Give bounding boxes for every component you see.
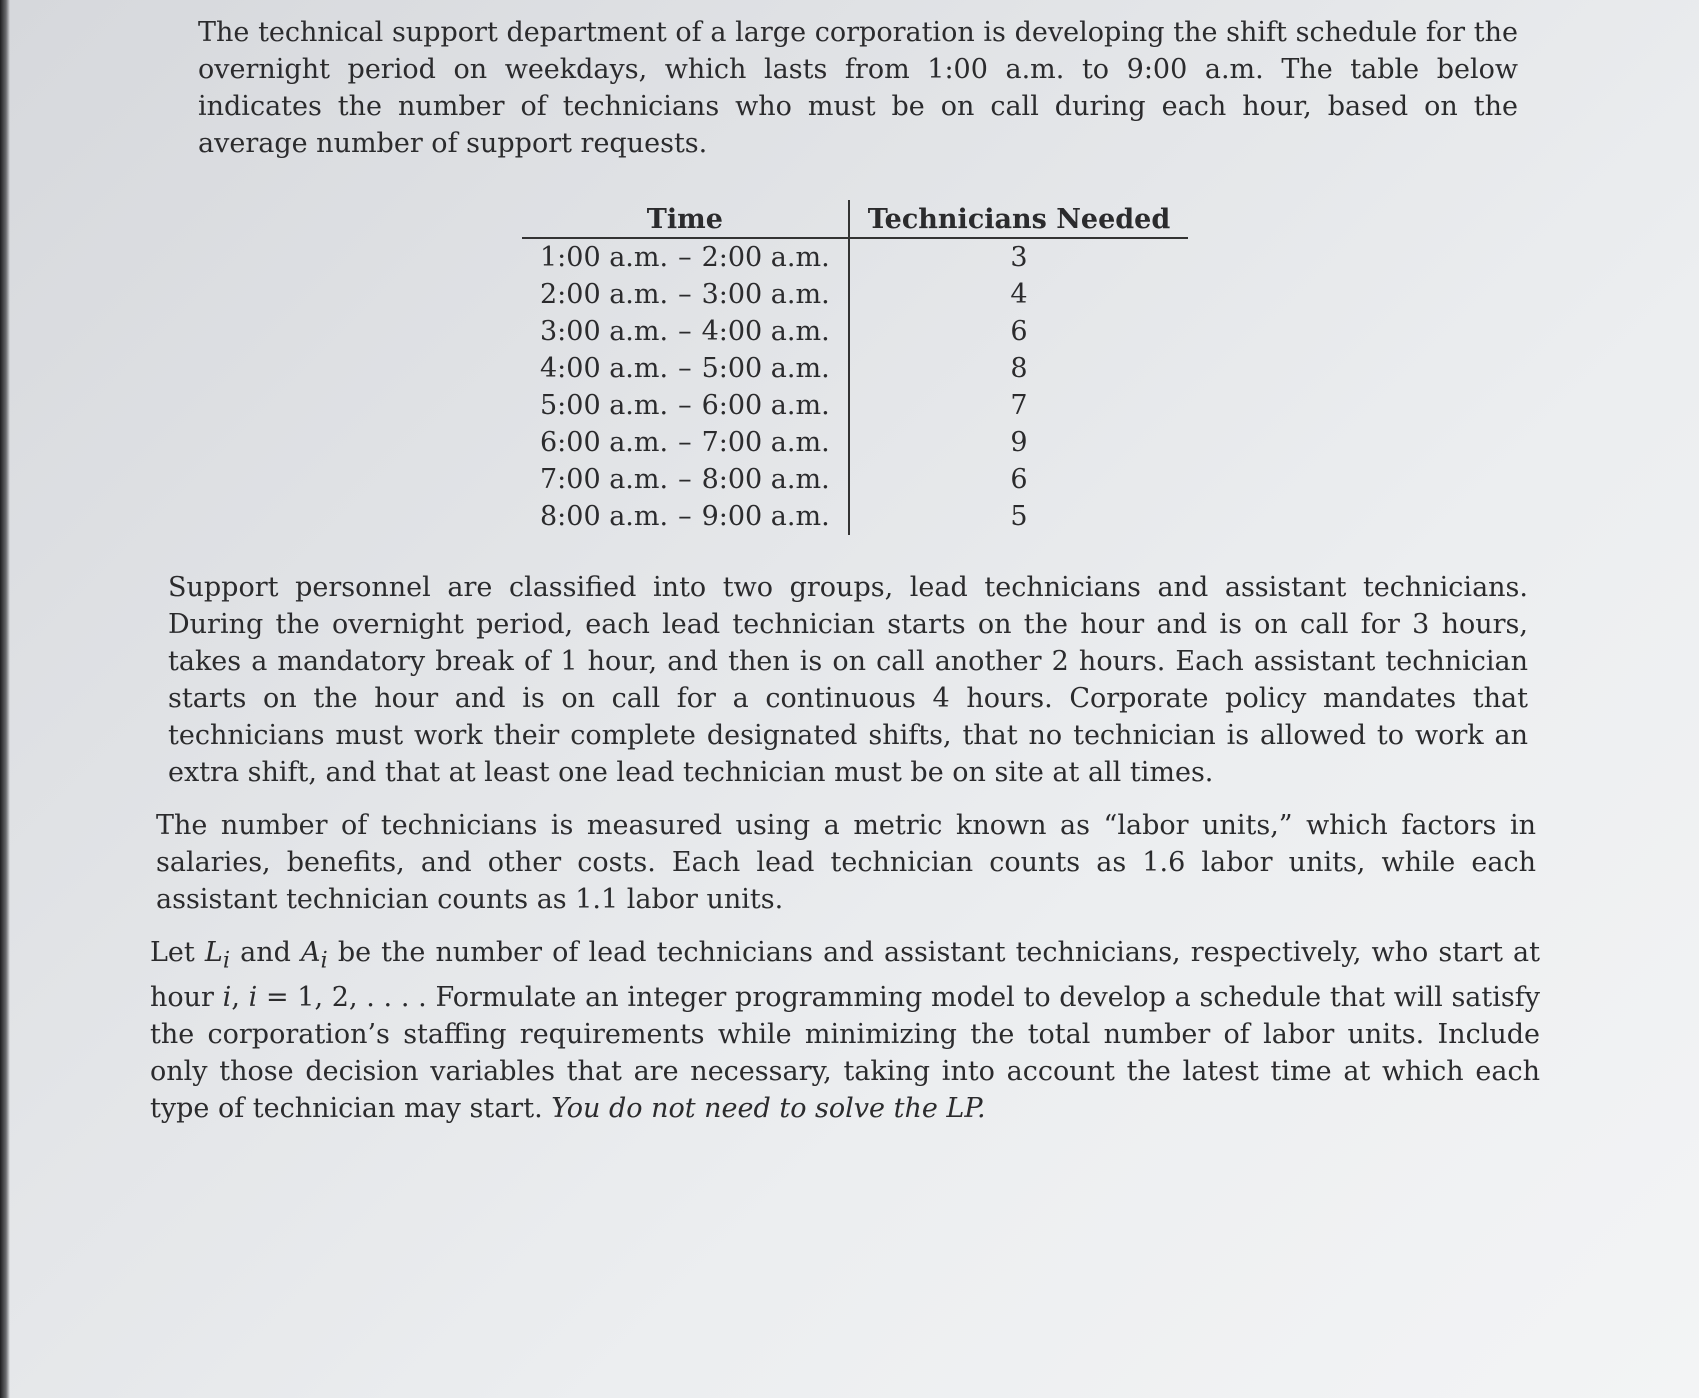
time-end: 6:00 a.m. (701, 389, 830, 421)
labor-units-paragraph: The number of technicians is measured using a metric known as “labor units,” which factors in salaries, benefits, and other costs. Each lead technician counts as 1.6 labor units, while each assistant technician counts as 1.1 labor units. (156, 810, 1536, 915)
technicians-table (522, 200, 1188, 535)
technicians-needed-column-header: Technicians Needed (849, 200, 1189, 238)
subscript-i: i (320, 947, 328, 974)
technicians-needed-cell: 9 (1010, 426, 1028, 458)
table-row (522, 461, 1188, 498)
technicians-needed-cell: 4 (1010, 278, 1028, 310)
time-cell (522, 498, 849, 535)
table-header-row (522, 200, 1188, 238)
time-start: 7:00 a.m. (540, 463, 669, 495)
time-range-dash: – (678, 500, 692, 532)
variable-L: L (204, 937, 223, 968)
time-cell (522, 313, 849, 350)
table-row (522, 424, 1188, 461)
table-row (522, 498, 1188, 535)
time-range-dash: – (678, 278, 692, 310)
table-body (522, 238, 1188, 535)
page-edge-shadow (0, 0, 10, 1398)
time-start: 3:00 a.m. (540, 315, 669, 347)
time-range-dash: – (678, 315, 692, 347)
time-range-dash: – (678, 352, 692, 384)
technicians-needed-cell: 6 (1010, 463, 1028, 495)
technicians-needed-cell: 7 (1010, 389, 1028, 421)
time-start: 4:00 a.m. (540, 352, 669, 384)
variable-i: i (222, 982, 232, 1014)
time-cell (522, 238, 849, 276)
table-row (522, 387, 1188, 424)
technicians-needed-cell: 8 (1010, 352, 1028, 384)
variable-i: i (248, 982, 258, 1014)
time-range-dash: – (678, 389, 692, 421)
variable-A: A (301, 937, 321, 968)
time-range-dash: – (678, 426, 692, 458)
document-body (150, 14, 1540, 1127)
time-column-header: Time (522, 200, 849, 238)
table-row (522, 238, 1188, 276)
table-row (522, 313, 1188, 350)
time-start: 1:00 a.m. (540, 241, 669, 273)
time-cell (522, 276, 849, 313)
technicians-table-wrapper (522, 200, 1540, 535)
index-range: = 1, 2, . . . . (265, 982, 427, 1014)
technicians-needed-cell: 6 (1010, 315, 1028, 347)
formulation-paragraph: Let $L_i$ and $A_i$ be the number of lead technicians and assistant technicians, respectively, who start at hour i, i = 1, 2, . . . . Formulate an integer programming model to develop a schedule that will satisfy the corporation’s staffing requirements while minimizing the total number of labor units. Include only those decision variables that are necessary, taking into account the latest time at which each type of technician may start. You do not need to solve the LP. (150, 937, 1540, 1125)
time-end: 8:00 a.m. (701, 463, 830, 495)
time-start: 6:00 a.m. (540, 426, 669, 458)
subscript-i: i (222, 947, 231, 974)
table-row (522, 276, 1188, 313)
time-end: 2:00 a.m. (701, 241, 830, 273)
time-start: 8:00 a.m. (540, 500, 669, 532)
time-range-dash: – (678, 463, 692, 495)
time-end: 5:00 a.m. (701, 352, 830, 384)
time-end: 4:00 a.m. (701, 315, 830, 347)
and-word: and (240, 937, 291, 968)
time-end: 9:00 a.m. (701, 500, 830, 532)
time-cell (522, 424, 849, 461)
solve-note: You do not need to solve the LP. (551, 1093, 986, 1125)
support-personnel-paragraph: Support personnel are classified into two groups, lead technicians and assistant technicians. During the overnight period, each lead technician starts on the hour and is on call for 3 hours, takes a mandatory break of 1 hour, and then is on call another 2 hours. Each assistant technician starts on the hour and is on call for a continuous 4 hours. Corporate policy mandates that technicians must work their complete designated shifts, that no technician is allowed to work an extra shift, and that at least one lead technician must be on site at all times. (168, 572, 1528, 788)
intro-paragraph: The technical support department of a large corporation is developing the shift schedule for the overnight period on weekdays, which lasts from 1:00 a.m. to 9:00 a.m. The table below indicates the number of technicians who must be on call during each hour, based on the average number of support requests. (198, 17, 1518, 159)
time-cell (522, 461, 849, 498)
let-word: Let (150, 937, 195, 968)
time-cell (522, 387, 849, 424)
formulation-instruction-text: Formulate an integer programming model to develop a schedule that will satisfy the corporation’s staffing requirements while minimizing the total number of labor units. Include only those decision variables that are necessary, taking into account the latest time at which each type of technician may start. (150, 982, 1540, 1125)
table-row (522, 350, 1188, 387)
time-start: 2:00 a.m. (540, 278, 669, 310)
time-start: 5:00 a.m. (540, 389, 669, 421)
time-end: 7:00 a.m. (701, 426, 830, 458)
technicians-needed-cell: 3 (1010, 241, 1028, 273)
time-cell (522, 350, 849, 387)
time-range-dash: – (678, 241, 692, 273)
time-end: 3:00 a.m. (701, 278, 830, 310)
variable-definition-text: be the number of lead technicians and assistant technicians, respectively, who start at hour (150, 937, 1540, 1014)
technicians-needed-cell: 5 (1010, 500, 1028, 532)
